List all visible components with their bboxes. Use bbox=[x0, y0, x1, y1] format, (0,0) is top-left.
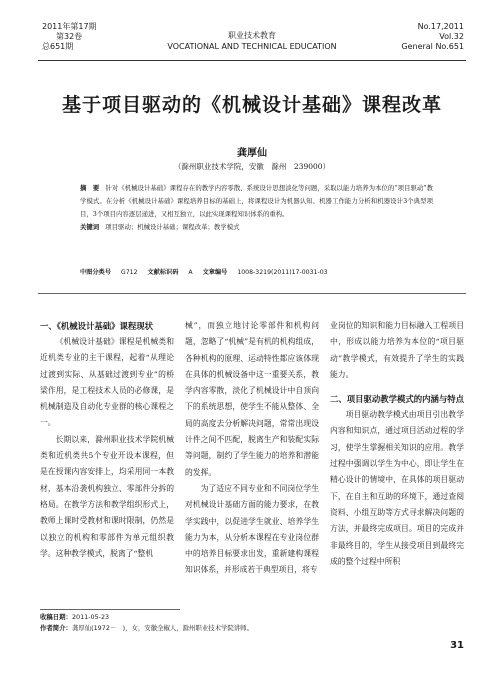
volume-en: Vol.32 bbox=[439, 32, 464, 41]
paragraph: 械”，而独立地讨论零部件和机构问题，忽略了“机械”是有机的机构组成，各种机构的原理、运动特性都应该体现在具体的机械设备中这一重要关系，教学内容零散，淡化了机械设计中自顶向下的系统思想，使学生不能从整体、全局的高度去分析解决问题，常常出现设计件之间不匹配，脱离生产和装配实际等问题，制约了学生能力的培养和潜能的发挥。 bbox=[185, 321, 319, 477]
journal-name-en: VOCATIONAL AND TECHNICAL EDUCATION bbox=[167, 42, 337, 51]
issue-year: 2011年第17期 bbox=[42, 22, 97, 31]
clc-label: 中图分类号 bbox=[80, 269, 111, 276]
keywords bbox=[80, 221, 433, 234]
paragraph: 项目驱动教学模式由项目引出教学内容和知识点，通过项目活动过程的学习，使学生掌握相关知识的应用。教学过程中强调以学生为中心，即让学生在精心设计的情境中，在具体的项目驱动下，在自主和互助的环境下，通过查阅资料、小组互助等方式寻求解决问题的方法，并最终完成项目。项目的完成并非最终目的，学生从接受项目到最终完成的整个过程中所积 bbox=[330, 410, 464, 566]
keywords-text: 项目驱动；机械设计基础；课程改革；教学模式 bbox=[105, 223, 240, 231]
abstract bbox=[80, 182, 433, 221]
abstract-rule bbox=[38, 293, 466, 294]
issue-total: 总651期 bbox=[42, 42, 74, 51]
article-id-value: 1008-3219(2011)17-0031-03 bbox=[237, 269, 328, 276]
journal-name-cn: 职业技术教育 bbox=[228, 31, 276, 40]
paragraph: 为了适应不同专业和不同岗位学生对机械设计基础方面的能力要求，在教学实践中，以促进学生就业、培养学生能力为本，从分析本课程在专业岗位群中的培养目标要求出发，重新建构课程知识体系，并形成若干典型项目，将专 bbox=[185, 483, 319, 575]
author-bio bbox=[40, 623, 253, 634]
article-title: 基于项目驱动的《机械设计基础》课程改革 bbox=[61, 94, 442, 116]
issue-volume: 第32卷 bbox=[56, 32, 83, 41]
paragraph: 业岗位的知识和能力目标融入工程项目中，形成以能力培养为本位的“项目驱动”教学模式，有效提升了学生的实践能力。 bbox=[330, 321, 464, 379]
issue-number-en: No.17,2011 bbox=[417, 22, 464, 31]
footnote-rule bbox=[40, 609, 180, 610]
column-2 bbox=[185, 318, 319, 579]
doc-code-value: A bbox=[188, 269, 193, 276]
column-3 bbox=[330, 318, 464, 570]
classification-line bbox=[80, 267, 433, 276]
keywords-label: 关键词 bbox=[80, 223, 100, 231]
received-date bbox=[40, 612, 253, 623]
header-rule bbox=[38, 60, 466, 61]
abstract-label: 摘 要 bbox=[80, 184, 100, 192]
paragraph: 长期以来，滁州职业技术学院机械类和近机类共5个专业开设本课程，但是在授课内容安排上，均采用同一本教材，基本沿袭机构独立、零部件分拆的格局。在教学方法和教学组织形式上，教师上课时受教材和课时限制，仍然是以独立的机构和零部件为单元组织教学。这种教学模式，脱离了“整机 bbox=[40, 434, 174, 558]
issue-info-en bbox=[401, 22, 464, 52]
section-heading-1: 一、《机械设计基础》课程现状 bbox=[40, 321, 154, 331]
author-bio-value: 龚厚仙(1972－ )，女，安徽全椒人，滁州职业技术学院讲师。 bbox=[71, 624, 253, 632]
abstract-block bbox=[80, 182, 433, 234]
received-label: 收稿日期： bbox=[40, 613, 72, 621]
doc-code-label: 文献标识码 bbox=[147, 269, 179, 276]
column-1 bbox=[40, 318, 174, 562]
footnote bbox=[40, 612, 253, 634]
abstract-text: 针对《机械设计基础》课程存在的教学内容零散、系统设计思想淡化等问题，采取以能力培养为本位的“项目驱动”教学模式。在分析《机械设计基础》课程培养目标的基础上，将课程设计为机器认知、机器工作能力分析和机器设计3个典型项目，3个项目内容逐层递进，又相互独立，以此实现课程知识体系的重构。 bbox=[80, 184, 433, 218]
received-value: 2011-05-23 bbox=[71, 613, 110, 621]
author-bio-label: 作者简介： bbox=[40, 624, 72, 632]
section-heading-2: 二、项目驱动教学模式的内涵与特点 bbox=[330, 394, 464, 405]
article-id-label: 文章编号 bbox=[202, 269, 228, 276]
paragraph: 《机械设计基础》课程是机械类和近机类专业的主干课程，起着“从理论过渡到实际、从基础过渡到专业”的桥梁作用，是工程技术人员的必修课，是机械制造及自动化专业群的核心课程之一。 bbox=[40, 337, 174, 428]
author-affiliation: （滁州职业技术学院，安徽 滁州 239000） bbox=[173, 162, 331, 171]
author-name: 龚厚仙 bbox=[237, 148, 267, 159]
clc-value: G712 bbox=[120, 269, 138, 276]
general-number-en: General No.651 bbox=[401, 42, 464, 51]
page-number: 31 bbox=[450, 640, 464, 651]
